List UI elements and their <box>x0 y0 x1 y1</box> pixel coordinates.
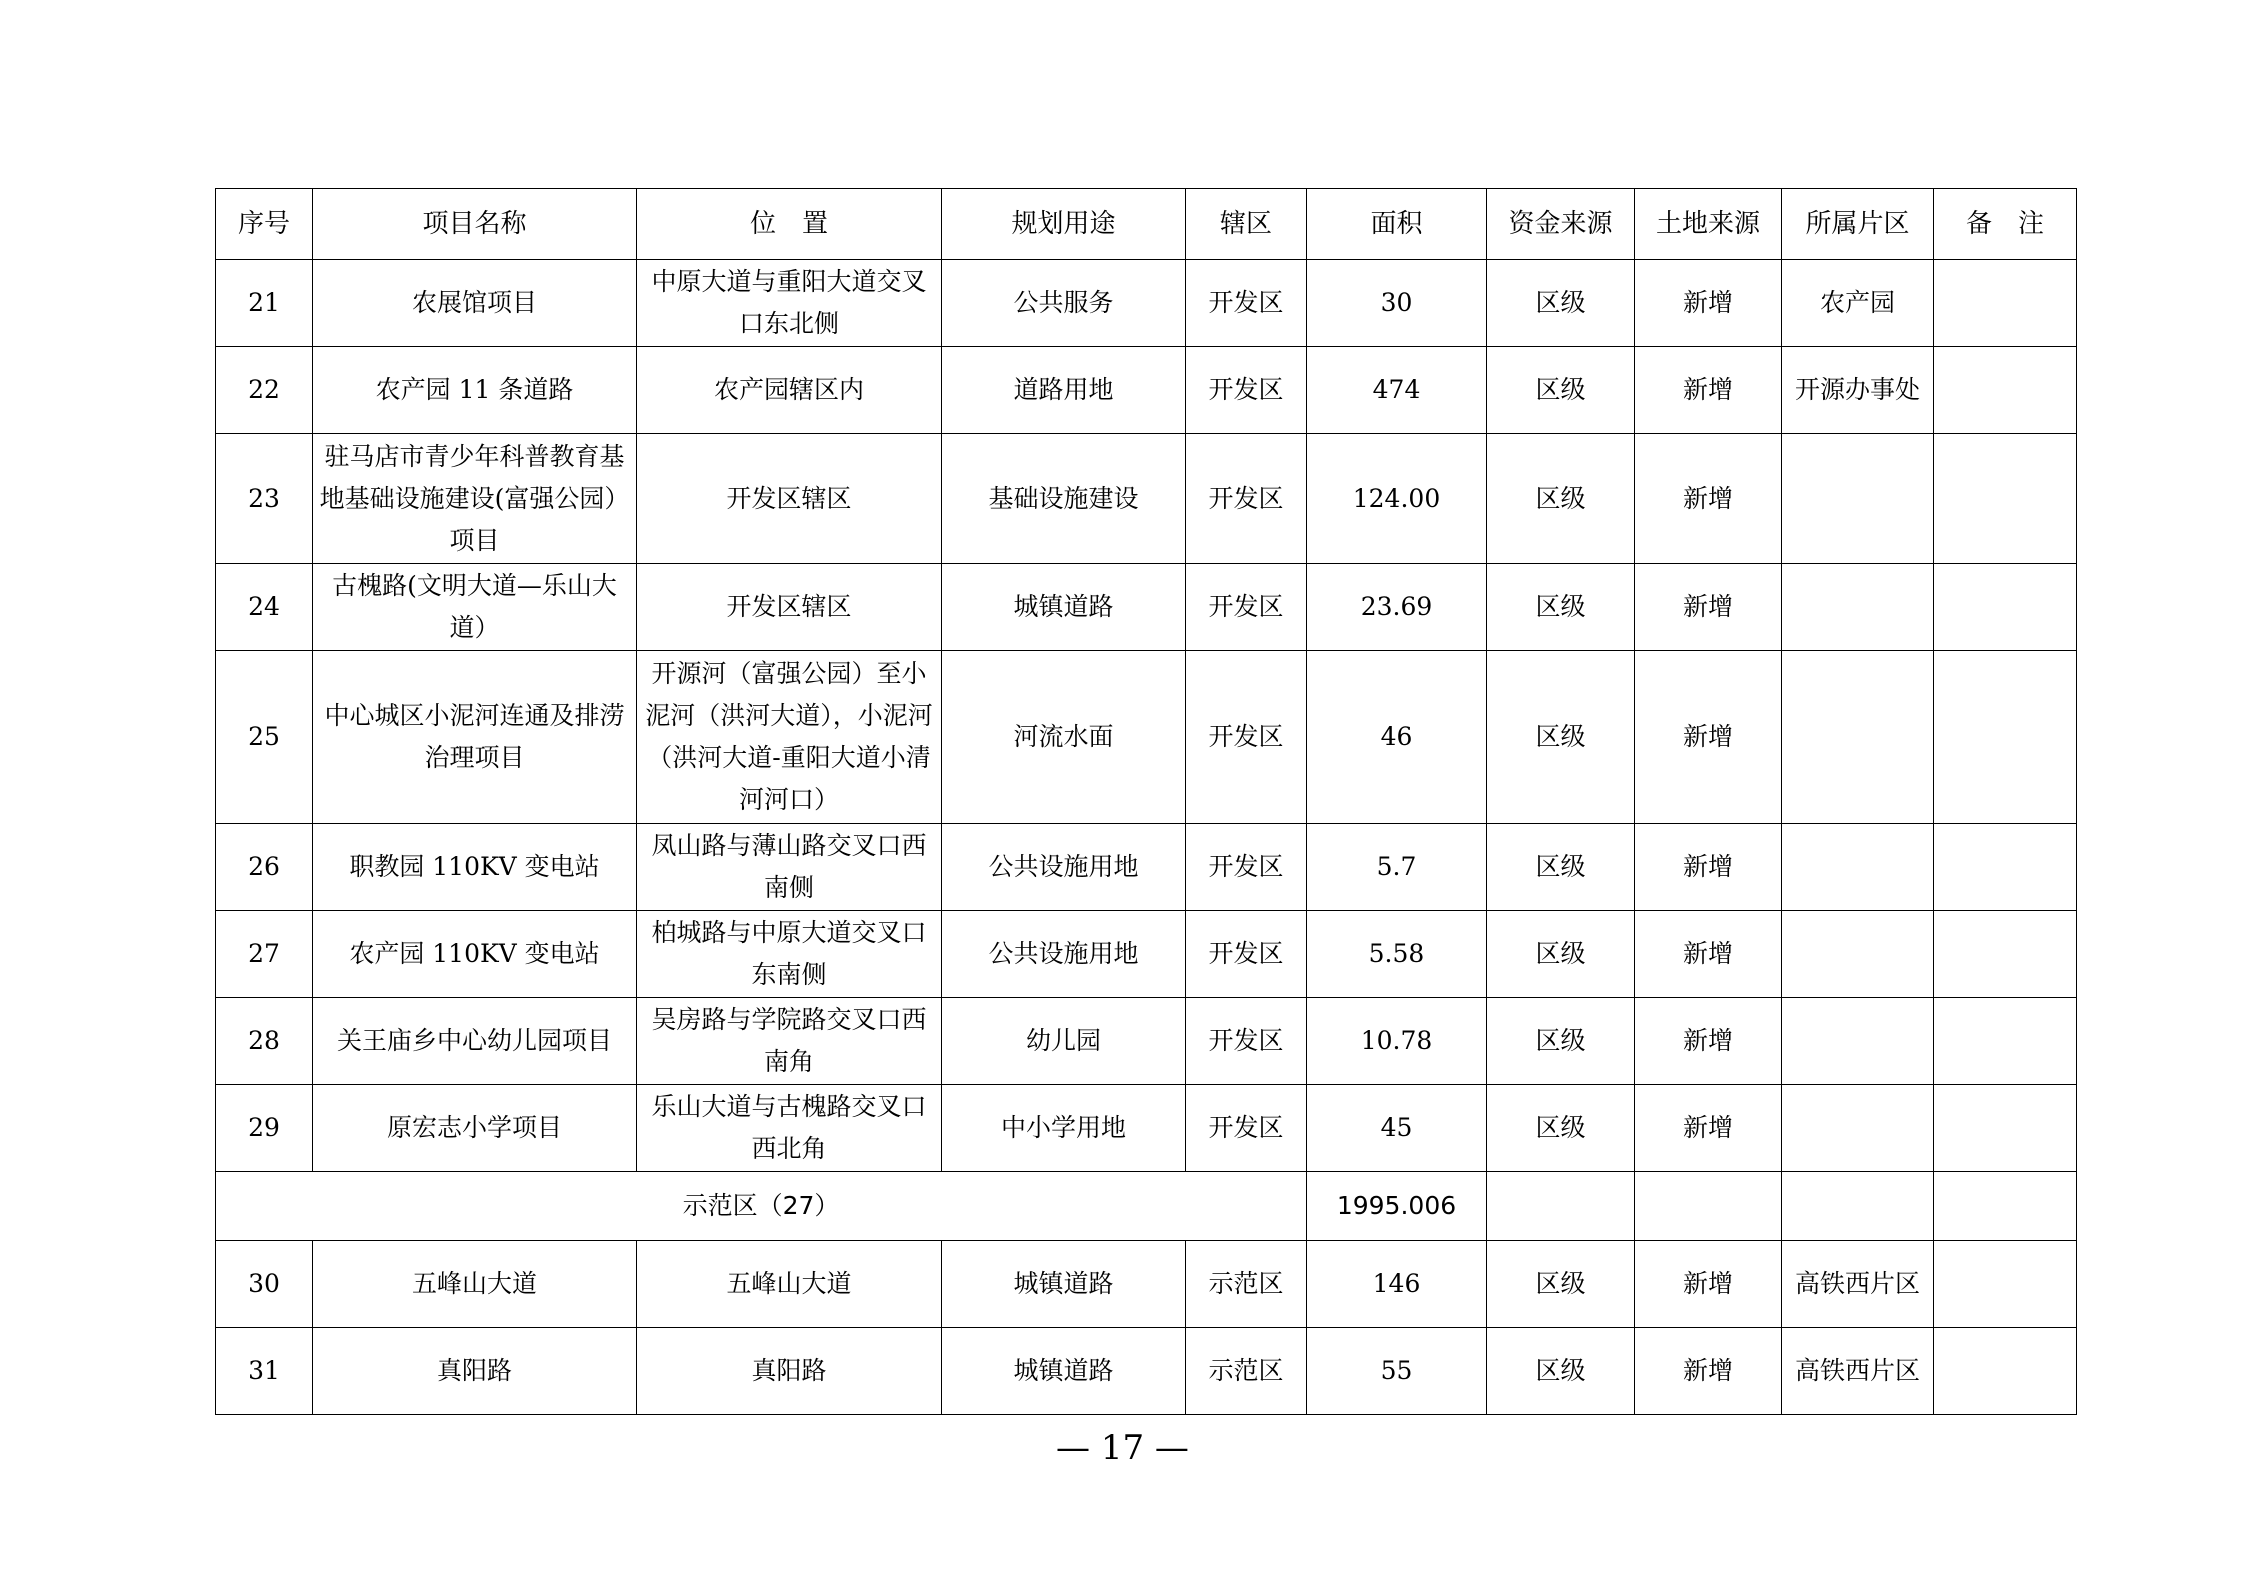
header-cell: 辖区 <box>1186 189 1307 260</box>
fund-source-cell: 区级 <box>1487 998 1635 1085</box>
district-cell: 开发区 <box>1186 434 1307 564</box>
district-cell: 开发区 <box>1186 998 1307 1085</box>
table-row <box>216 651 2077 824</box>
zone-cell <box>1782 1085 1934 1172</box>
table-body-b <box>216 1241 2077 1415</box>
land-source-cell: 新增 <box>1635 1328 1782 1415</box>
table-cell <box>1487 1172 1635 1241</box>
area-cell: 10.78 <box>1307 998 1487 1085</box>
table-row <box>216 824 2077 911</box>
land-source-cell: 新增 <box>1635 911 1782 998</box>
district-cell: 开发区 <box>1186 824 1307 911</box>
project-name-cell: 关王庙乡中心幼儿园项目 <box>313 998 637 1085</box>
project-name-cell: 职教园 110KV 变电站 <box>313 824 637 911</box>
zone-cell <box>1782 824 1934 911</box>
location-cell: 乐山大道与古槐路交叉口西北角 <box>637 1085 942 1172</box>
location-cell: 中原大道与重阳大道交叉口东北侧 <box>637 260 942 347</box>
district-cell: 开发区 <box>1186 564 1307 651</box>
land-source-cell: 新增 <box>1635 260 1782 347</box>
district-cell: 示范区 <box>1186 1328 1307 1415</box>
subtotal-body <box>216 1172 2077 1241</box>
area-cell: 45 <box>1307 1085 1487 1172</box>
planned-use-cell: 幼儿园 <box>942 998 1186 1085</box>
land-source-cell: 新增 <box>1635 998 1782 1085</box>
location-cell: 凤山路与薄山路交叉口西南侧 <box>637 824 942 911</box>
serial-number-cell: 26 <box>216 824 313 911</box>
planned-use-cell: 公共服务 <box>942 260 1186 347</box>
zone-cell <box>1782 911 1934 998</box>
fund-source-cell: 区级 <box>1487 824 1635 911</box>
zone-cell: 开源办事处 <box>1782 347 1934 434</box>
header-cell: 序号 <box>216 189 313 260</box>
remarks-cell <box>1934 911 2077 998</box>
serial-number-cell: 25 <box>216 651 313 824</box>
area-cell: 474 <box>1307 347 1487 434</box>
subtotal-area: 1995.006 <box>1307 1172 1487 1241</box>
table-row <box>216 434 2077 564</box>
serial-number-cell: 29 <box>216 1085 313 1172</box>
location-cell: 开发区辖区 <box>637 434 942 564</box>
location-cell: 真阳路 <box>637 1328 942 1415</box>
project-name-cell: 农产园 110KV 变电站 <box>313 911 637 998</box>
planned-use-cell: 公共设施用地 <box>942 911 1186 998</box>
table-row <box>216 998 2077 1085</box>
table-row <box>216 347 2077 434</box>
header-cell: 备 注 <box>1934 189 2077 260</box>
project-name-cell: 原宏志小学项目 <box>313 1085 637 1172</box>
project-name-cell: 驻马店市青少年科普教育基地基础设施建设(富强公园）项目 <box>313 434 637 564</box>
area-cell: 55 <box>1307 1328 1487 1415</box>
header-cell: 所属片区 <box>1782 189 1934 260</box>
serial-number-cell: 21 <box>216 260 313 347</box>
land-source-cell: 新增 <box>1635 824 1782 911</box>
zone-cell: 高铁西片区 <box>1782 1328 1934 1415</box>
location-cell: 柏城路与中原大道交叉口东南侧 <box>637 911 942 998</box>
table-row <box>216 1241 2077 1328</box>
fund-source-cell: 区级 <box>1487 1085 1635 1172</box>
table-cell <box>1635 1172 1782 1241</box>
planned-use-cell: 中小学用地 <box>942 1085 1186 1172</box>
table-row <box>216 260 2077 347</box>
location-cell: 农产园辖区内 <box>637 347 942 434</box>
land-source-cell: 新增 <box>1635 347 1782 434</box>
area-cell: 5.7 <box>1307 824 1487 911</box>
table-row <box>216 564 2077 651</box>
header-cell: 规划用途 <box>942 189 1186 260</box>
header-cell: 项目名称 <box>313 189 637 260</box>
serial-number-cell: 31 <box>216 1328 313 1415</box>
planned-use-cell: 城镇道路 <box>942 564 1186 651</box>
remarks-cell <box>1934 564 2077 651</box>
table-row <box>216 911 2077 998</box>
serial-number-cell: 28 <box>216 998 313 1085</box>
zone-cell <box>1782 434 1934 564</box>
serial-number-cell: 24 <box>216 564 313 651</box>
header-cell: 面积 <box>1307 189 1487 260</box>
remarks-cell <box>1934 347 2077 434</box>
area-cell: 146 <box>1307 1241 1487 1328</box>
remarks-cell <box>1934 1085 2077 1172</box>
location-cell: 开发区辖区 <box>637 564 942 651</box>
fund-source-cell: 区级 <box>1487 434 1635 564</box>
land-source-cell: 新增 <box>1635 1085 1782 1172</box>
planned-use-cell: 基础设施建设 <box>942 434 1186 564</box>
planned-use-cell: 城镇道路 <box>942 1328 1186 1415</box>
header-cell: 土地来源 <box>1635 189 1782 260</box>
area-cell: 30 <box>1307 260 1487 347</box>
area-cell: 124.00 <box>1307 434 1487 564</box>
remarks-cell <box>1934 998 2077 1085</box>
land-source-cell: 新增 <box>1635 1241 1782 1328</box>
page-number: — 17 — <box>1056 1428 1189 1468</box>
land-source-cell: 新增 <box>1635 564 1782 651</box>
table-cell <box>1934 1172 2077 1241</box>
fund-source-cell: 区级 <box>1487 651 1635 824</box>
area-cell: 46 <box>1307 651 1487 824</box>
header-cell: 资金来源 <box>1487 189 1635 260</box>
subtotal-label: 示范区（27） <box>216 1172 1307 1241</box>
fund-source-cell: 区级 <box>1487 911 1635 998</box>
project-name-cell: 农产园 11 条道路 <box>313 347 637 434</box>
planned-use-cell: 城镇道路 <box>942 1241 1186 1328</box>
table-row <box>216 1085 2077 1172</box>
remarks-cell <box>1934 651 2077 824</box>
remarks-cell <box>1934 1328 2077 1415</box>
district-cell: 开发区 <box>1186 347 1307 434</box>
district-cell: 开发区 <box>1186 911 1307 998</box>
district-cell: 示范区 <box>1186 1241 1307 1328</box>
district-cell: 开发区 <box>1186 651 1307 824</box>
serial-number-cell: 23 <box>216 434 313 564</box>
zone-cell <box>1782 564 1934 651</box>
project-name-cell: 真阳路 <box>313 1328 637 1415</box>
fund-source-cell: 区级 <box>1487 1241 1635 1328</box>
serial-number-cell: 22 <box>216 347 313 434</box>
header-cell: 位 置 <box>637 189 942 260</box>
table-row <box>216 1328 2077 1415</box>
land-source-cell: 新增 <box>1635 651 1782 824</box>
project-name-cell: 五峰山大道 <box>313 1241 637 1328</box>
subtotal-row <box>216 1172 2077 1241</box>
remarks-cell <box>1934 824 2077 911</box>
serial-number-cell: 27 <box>216 911 313 998</box>
project-name-cell: 中心城区小泥河连通及排涝治理项目 <box>313 651 637 824</box>
zone-cell <box>1782 998 1934 1085</box>
remarks-cell <box>1934 260 2077 347</box>
fund-source-cell: 区级 <box>1487 564 1635 651</box>
location-cell: 五峰山大道 <box>637 1241 942 1328</box>
fund-source-cell: 区级 <box>1487 1328 1635 1415</box>
area-cell: 5.58 <box>1307 911 1487 998</box>
zone-cell: 农产园 <box>1782 260 1934 347</box>
fund-source-cell: 区级 <box>1487 260 1635 347</box>
table-body-a <box>216 260 2077 1172</box>
district-cell: 开发区 <box>1186 260 1307 347</box>
remarks-cell <box>1934 434 2077 564</box>
project-table <box>215 188 2077 1415</box>
zone-cell: 高铁西片区 <box>1782 1241 1934 1328</box>
project-name-cell: 古槐路(文明大道—乐山大道） <box>313 564 637 651</box>
planned-use-cell: 公共设施用地 <box>942 824 1186 911</box>
planned-use-cell: 河流水面 <box>942 651 1186 824</box>
table-cell <box>1782 1172 1934 1241</box>
area-cell: 23.69 <box>1307 564 1487 651</box>
fund-source-cell: 区级 <box>1487 347 1635 434</box>
remarks-cell <box>1934 1241 2077 1328</box>
zone-cell <box>1782 651 1934 824</box>
land-source-cell: 新增 <box>1635 434 1782 564</box>
district-cell: 开发区 <box>1186 1085 1307 1172</box>
header-row <box>216 189 2077 260</box>
location-cell: 开源河（富强公园）至小泥河（洪河大道），小泥河（洪河大道-重阳大道小清河河口） <box>637 651 942 824</box>
planned-use-cell: 道路用地 <box>942 347 1186 434</box>
location-cell: 吴房路与学院路交叉口西南角 <box>637 998 942 1085</box>
serial-number-cell: 30 <box>216 1241 313 1328</box>
project-name-cell: 农展馆项目 <box>313 260 637 347</box>
